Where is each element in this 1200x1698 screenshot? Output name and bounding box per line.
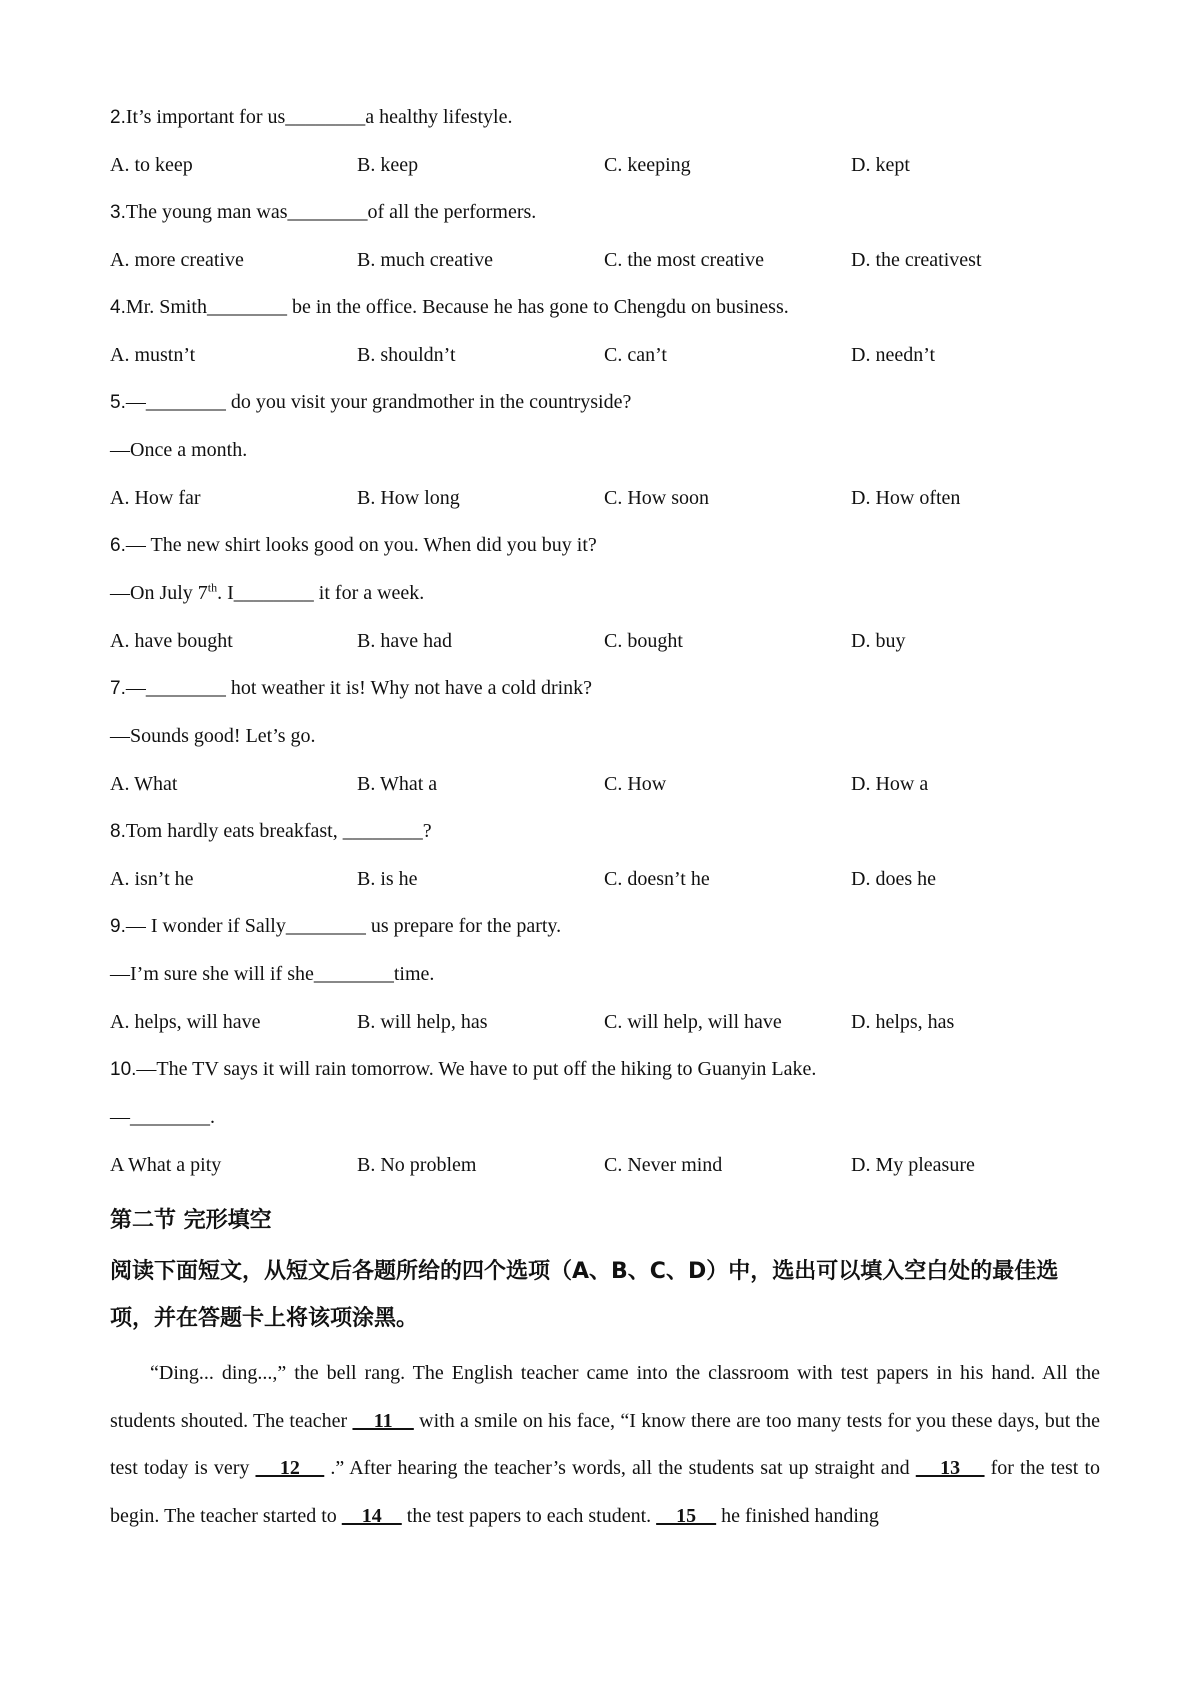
blank-12: 12: [255, 1457, 325, 1479]
question-number: 3.: [110, 202, 126, 223]
option-c: C. keeping: [604, 154, 691, 176]
question-10-reply: —________.: [110, 1106, 215, 1128]
option-d: D. helps, has: [851, 1011, 955, 1033]
option-b: B. will help, has: [357, 1011, 488, 1033]
question-stem: —________ hot weather it is! Why not have a cold drink?: [125, 677, 593, 699]
question-8-options: [110, 864, 1100, 894]
question-number: 10.: [110, 1059, 137, 1080]
question-9: [110, 911, 1100, 942]
question-number: 8.: [110, 821, 126, 842]
option-b: B. How long: [357, 487, 460, 509]
option-c: C. How: [604, 773, 667, 795]
reply-text: . I________ it for a week.: [217, 582, 425, 604]
passage-text: he finished handing: [716, 1504, 879, 1527]
option-c: C. will help, will have: [604, 1011, 782, 1033]
question-3: [110, 197, 1100, 228]
question-number: 6.: [110, 535, 126, 556]
question-6-reply: [110, 578, 1100, 608]
option-b: B. shouldn’t: [357, 344, 456, 366]
option-a: A. more creative: [110, 249, 244, 271]
option-b: B. keep: [357, 154, 419, 176]
question-10: [110, 1054, 1100, 1085]
section-instruction: 阅读下面短文，从短文后各题所给的四个选项（A、B、C、D）中，选出可以填入空白处的最佳选项，并在答题卡上将该项涂黑。: [110, 1259, 1059, 1331]
option-a: A What a pity: [110, 1154, 222, 1176]
option-c: C. Never mind: [604, 1154, 723, 1176]
option-a: A. have bought: [110, 630, 233, 652]
passage-text: for the test to begin. The teacher started to: [110, 1457, 1101, 1527]
question-stem: — I wonder if Sally________ us prepare for the party.: [125, 915, 562, 937]
option-d: D. How often: [851, 487, 961, 509]
question-stem: — The new shirt looks good on you. When did you buy it?: [125, 534, 597, 556]
option-a: A. to keep: [110, 154, 193, 176]
option-b: B. is he: [357, 868, 418, 890]
passage-text: .” After hearing the teacher’s words, all the students sat up straight and: [324, 1457, 916, 1479]
passage-text: the test papers to each student.: [401, 1504, 657, 1527]
question-9-options: [110, 1007, 1100, 1037]
passage-text: “Ding... ding...,” the bell rang. The English teacher came into the classroom with test papers in his hand. All the students shouted. The teacher: [110, 1362, 1100, 1432]
option-b: B. have had: [357, 630, 452, 652]
option-a: A. helps, will have: [110, 1011, 261, 1033]
ordinal-suffix: th: [207, 580, 218, 595]
question-stem: Mr. Smith________ be in the office. Because he has gone to Chengdu on business.: [125, 296, 789, 318]
question-stem: —________ do you visit your grandmother in the countryside?: [125, 391, 632, 413]
question-2-options: [110, 150, 1100, 180]
question-5: [110, 387, 1100, 418]
option-b: B. much creative: [357, 249, 494, 271]
question-4-options: [110, 340, 1100, 370]
reply-text: —On July 7: [110, 582, 208, 604]
option-d: D. How a: [851, 773, 929, 795]
option-d: D. buy: [851, 630, 906, 652]
question-7-reply: —Sounds good! Let’s go.: [110, 725, 316, 747]
question-2: [110, 102, 1100, 133]
blank-15: 15: [656, 1504, 717, 1527]
blank-11: 11: [352, 1409, 414, 1432]
option-d: D. does he: [851, 868, 936, 890]
option-d: D. the creativest: [851, 249, 982, 271]
option-c: C. bought: [604, 630, 683, 652]
question-stem: The young man was________of all the performers.: [125, 201, 537, 223]
passage-text: with a smile on his face, “I know there are too many tests for you these days, but the test today is very: [110, 1409, 1101, 1479]
question-10-options: [110, 1150, 1100, 1180]
question-7: [110, 673, 1100, 704]
question-number: 5.: [110, 392, 126, 413]
option-a: A. mustn’t: [110, 344, 196, 366]
question-number: 2.: [110, 107, 126, 128]
question-5-reply: —Once a month.: [110, 439, 248, 461]
question-number: 4.: [110, 297, 126, 318]
option-c: C. doesn’t he: [604, 868, 710, 890]
question-4: [110, 292, 1100, 323]
question-9-reply: —I’m sure she will if she________time.: [110, 963, 435, 985]
option-c: C. can’t: [604, 344, 667, 366]
blank-13: 13: [915, 1457, 985, 1479]
option-c: C. the most creative: [604, 249, 764, 271]
option-c: C. How soon: [604, 487, 710, 509]
option-a: A. What: [110, 773, 178, 795]
cloze-passage: [110, 1350, 1100, 1540]
question-6-options: [110, 626, 1100, 656]
question-stem: It’s important for us________a healthy lifestyle.: [125, 106, 513, 128]
question-stem: —The TV says it will rain tomorrow. We have to put off the hiking to Guanyin Lake.: [136, 1058, 817, 1080]
question-8: [110, 816, 1100, 847]
question-number: 9.: [110, 916, 126, 937]
question-3-options: [110, 245, 1100, 275]
question-7-options: [110, 769, 1100, 799]
question-stem: Tom hardly eats breakfast, ________?: [125, 820, 432, 842]
option-a: A. isn’t he: [110, 868, 194, 890]
option-b: B. What a: [357, 773, 438, 795]
question-number: 7.: [110, 678, 126, 699]
option-d: D. needn’t: [851, 344, 936, 366]
blank-14: 14: [341, 1504, 402, 1527]
section-heading: 第二节 完形填空: [110, 1208, 272, 1233]
option-d: D. My pleasure: [851, 1154, 975, 1176]
option-b: B. No problem: [357, 1154, 477, 1176]
question-6: [110, 530, 1100, 561]
option-d: D. kept: [851, 154, 910, 176]
question-5-options: [110, 483, 1100, 513]
option-a: A. How far: [110, 487, 201, 509]
